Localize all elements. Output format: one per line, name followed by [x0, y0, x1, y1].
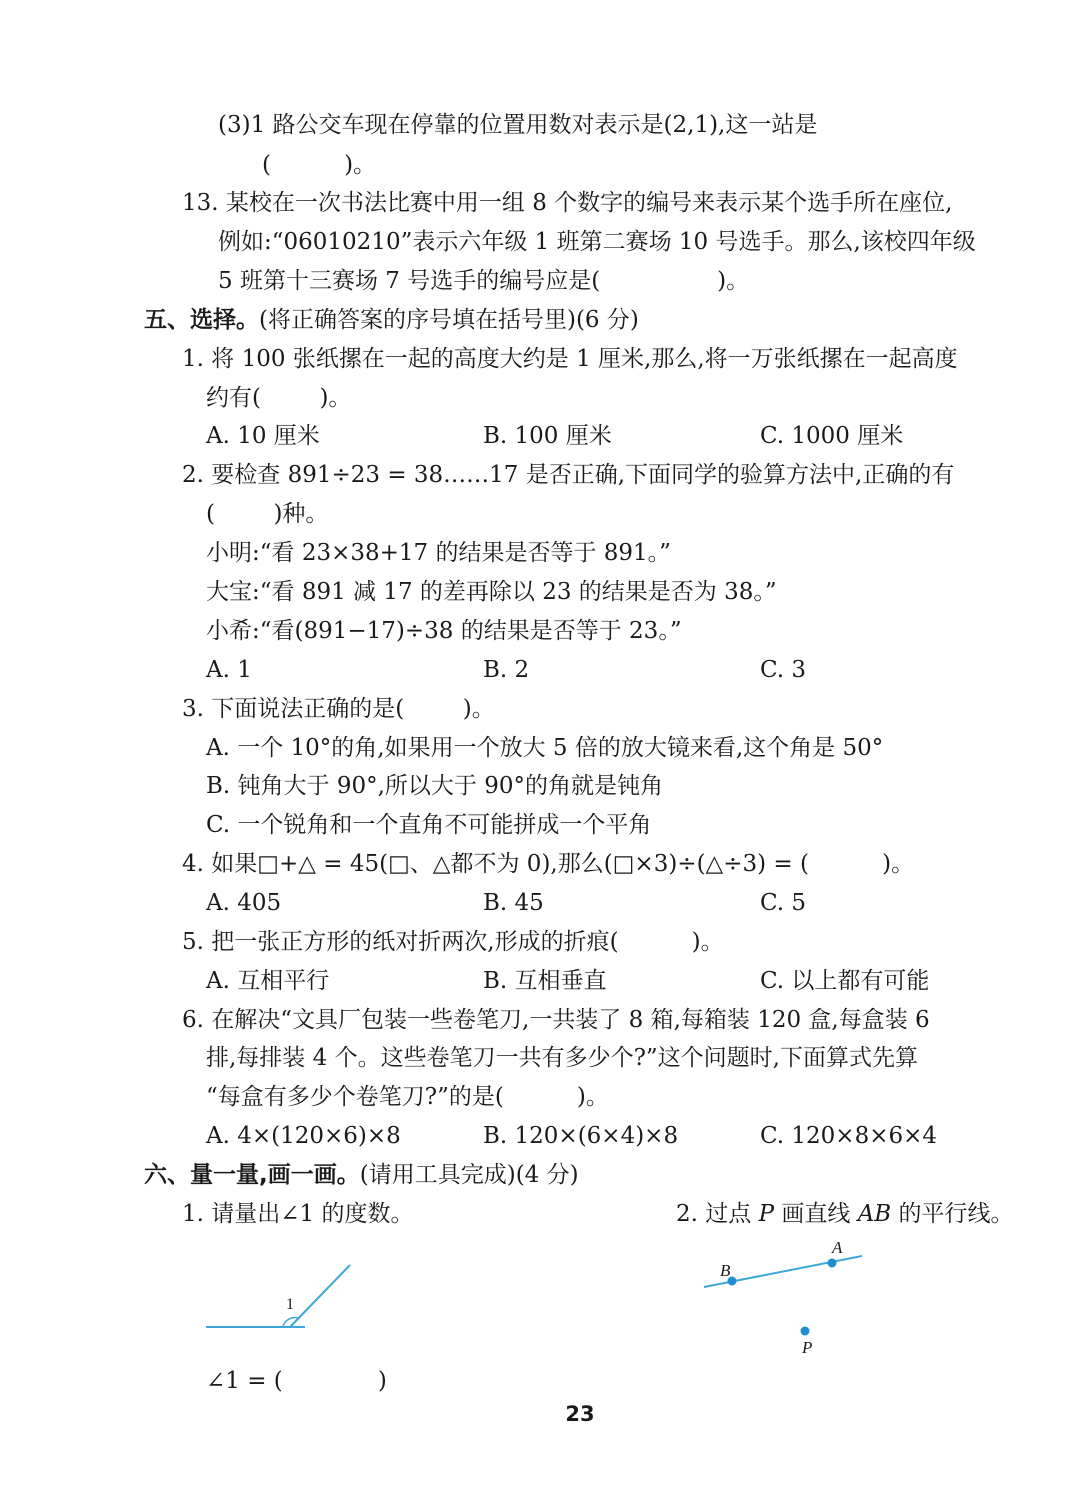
- s5-q4-option-c[interactable]: C. 5: [760, 890, 807, 916]
- s5-q6-option-b[interactable]: B. 120×(6×4)×8: [483, 1123, 679, 1149]
- s5-q6-answer-blank[interactable]: “每盒有多少个卷笔刀?”的是( )。: [206, 1084, 609, 1110]
- q13-line2: 例如:“06010210”表示六年级 1 班第二赛场 10 号选手。那么,该校四年级: [218, 229, 976, 255]
- s6-q2-line-ab: AB: [857, 1201, 892, 1227]
- s6-q2-point-p: P: [758, 1201, 775, 1227]
- s6-q2-mid: 画直线: [774, 1201, 858, 1227]
- section6-title: 六、量一量,画一画。: [144, 1162, 360, 1188]
- q13-line3-answer-blank[interactable]: 5 班第十三赛场 7 号选手的编号应是( )。: [218, 268, 750, 294]
- s5-q4-option-a[interactable]: A. 405: [206, 890, 282, 916]
- s5-q3-option-a[interactable]: A. 一个 10°的角,如果用一个放大 5 倍的放大镜来看,这个角是 50°: [206, 735, 884, 761]
- point-a-label: A: [832, 1238, 843, 1257]
- s5-q1-option-b[interactable]: B. 100 厘米: [483, 423, 612, 449]
- section5-title: 五、选择。: [144, 307, 259, 333]
- point-p-dot: [801, 1327, 810, 1336]
- s5-q1-answer-blank[interactable]: 约有( )。: [206, 385, 352, 411]
- s5-q2-option-c[interactable]: C. 3: [760, 657, 807, 683]
- angle-figure: [206, 1265, 350, 1327]
- s5-q1-line1: 1. 将 100 张纸摞在一起的高度大约是 1 厘米,那么,将一万张纸摞在一起高度: [182, 346, 958, 372]
- parallel-line-figure: [704, 1238, 862, 1357]
- s5-q2-xiaoming: 小明:“看 23×38+17 的结果是否等于 891。”: [206, 540, 671, 566]
- s5-q2-answer-blank[interactable]: ( )种。: [206, 501, 329, 527]
- s5-q5-option-c[interactable]: C. 以上都有可能: [760, 968, 930, 994]
- s6-q2-post: 的平行线。: [891, 1201, 1014, 1227]
- s5-q6-option-c[interactable]: C. 120×8×6×4: [760, 1123, 938, 1149]
- s5-q3-option-b[interactable]: B. 钝角大于 90°,所以大于 90°的角就是钝角: [206, 773, 663, 799]
- angle-answer-blank[interactable]: ∠1 = ( ): [206, 1368, 387, 1394]
- s5-q3-stem-answer-blank[interactable]: 3. 下面说法正确的是( )。: [182, 696, 495, 722]
- s5-q6-line2: 排,每排装 4 个。这些卷笔刀一共有多少个?”这个问题时,下面算式先算: [206, 1045, 918, 1071]
- s5-q4-stem-answer-blank[interactable]: 4. 如果□+△ = 45(□、△都不为 0),那么(□×3)÷(△÷3) = ( )。: [182, 851, 915, 877]
- s5-q6-line1: 6. 在解决“文具厂包装一些卷笔刀,一共装了 8 箱,每箱装 120 盒,每盒装 6: [182, 1007, 930, 1033]
- s5-q2-line1: 2. 要检查 891÷23 = 38……17 是否正确,下面同学的验算方法中,正确的有: [182, 462, 955, 488]
- point-a-dot: [828, 1259, 837, 1268]
- angle-label: 1: [286, 1296, 294, 1313]
- s5-q2-dabao: 大宝:“看 891 减 17 的差再除以 23 的结果是否为 38。”: [206, 579, 777, 605]
- q12-part3-answer-blank[interactable]: ( )。: [262, 152, 377, 178]
- s5-q5-option-a[interactable]: A. 互相平行: [206, 968, 330, 994]
- point-b-label: B: [720, 1261, 731, 1280]
- s5-q2-option-b[interactable]: B. 2: [483, 657, 530, 683]
- point-p-label: P: [802, 1338, 813, 1357]
- s6-q2-pre: 2. 过点: [676, 1201, 759, 1227]
- s5-q3-option-c[interactable]: C. 一个锐角和一个直角不可能拼成一个平角: [206, 812, 652, 838]
- s5-q4-option-b[interactable]: B. 45: [483, 890, 544, 916]
- q12-part3-line1: (3)1 路公交车现在停靠的位置用数对表示是(2,1),这一站是: [218, 112, 818, 138]
- angle-slanted-ray: [290, 1265, 350, 1327]
- s5-q5-option-b[interactable]: B. 互相垂直: [483, 968, 607, 994]
- s6-q1-text: 1. 请量出∠1 的度数。: [182, 1201, 414, 1227]
- page-number: 23: [565, 1402, 595, 1426]
- s5-q2-xiaoxi: 小希:“看(891−17)÷38 的结果是否等于 23。”: [206, 618, 682, 644]
- s5-q5-stem-answer-blank[interactable]: 5. 把一张正方形的纸对折两次,形成的折痕( )。: [182, 929, 724, 955]
- s5-q2-option-a[interactable]: A. 1: [206, 657, 252, 683]
- section6-note: (请用工具完成)(4 分): [359, 1162, 579, 1188]
- section5-note: (将正确答案的序号填在括号里)(6 分): [259, 307, 639, 333]
- q13-line1: 13. 某校在一次书法比赛中用一组 8 个数字的编号来表示某个选手所在座位,: [182, 190, 953, 216]
- s5-q6-option-a[interactable]: A. 4×(120×6)×8: [206, 1123, 401, 1149]
- s5-q1-option-c[interactable]: C. 1000 厘米: [760, 423, 904, 449]
- s5-q1-option-a[interactable]: A. 10 厘米: [206, 423, 320, 449]
